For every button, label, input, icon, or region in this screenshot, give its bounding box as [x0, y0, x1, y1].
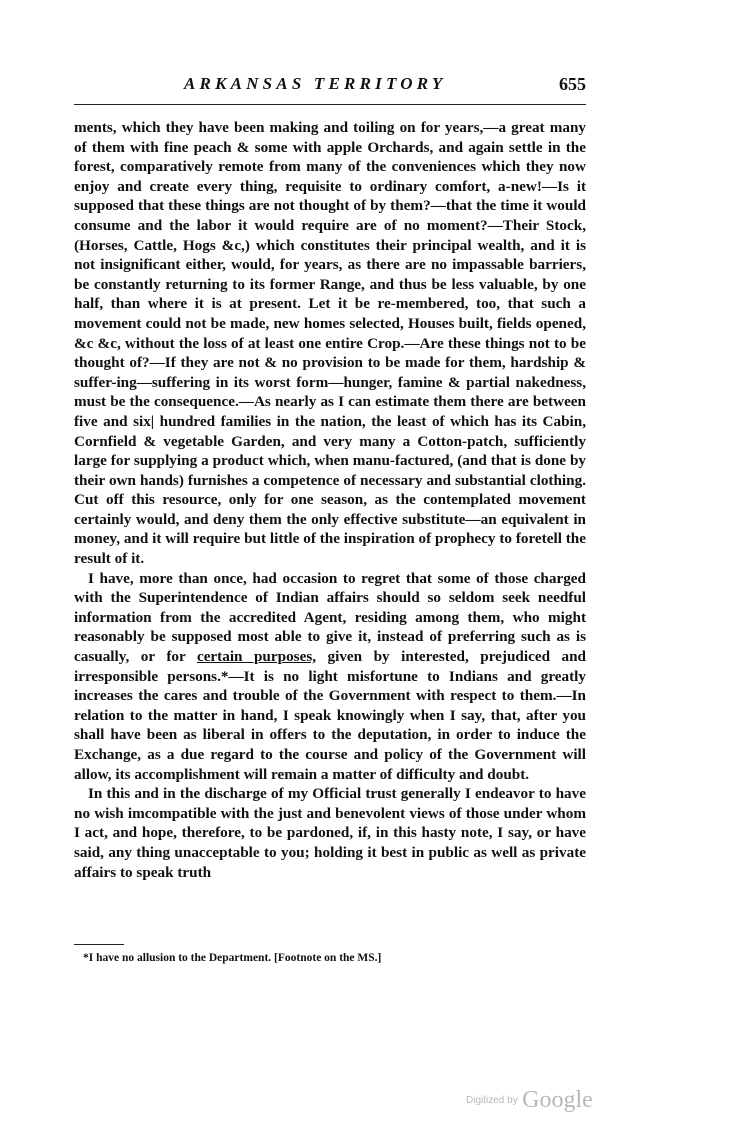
- watermark-brand: Google: [522, 1087, 593, 1113]
- paragraph-3: In this and in the discharge of my Official trust generally I endeavor to have no wish imcompatible with the just and benevolent views of those under whom I act, and hope, therefore, to be pardoned, if, in this hasty note, I say, or have said, any thing unacceptable to you; holding it best in public as well as private affairs to speak truth: [74, 785, 586, 881]
- header-rule: [74, 104, 586, 105]
- body-text: [74, 118, 586, 882]
- paragraph-2-part-a: I have, more than once, had occasion to regret that some of those charged with the Superintendence of Indian affairs should so seldom seek needful information from the accredited Agent, residing among them, who might reasonably be supposed most able to give it, instead of preferring such as is casually, or for: [74, 569, 586, 666]
- paragraph-2-part-b: given by interested, prejudiced and irresponsible persons.*—It is no light misfortune to Indians and greatly increases the cares and trouble of the Government with respect to them.—In relation to the matter in hand, I speak knowingly when I say, that, after you shall have been as liberal in offers to the deputation, in order to induce the Exchange, as a due regard to the course and policy of the Government will allow, its accomplishment will remain a matter of difficulty and doubt.: [74, 648, 587, 783]
- running-head: ARKANSAS TERRITORY: [184, 74, 447, 93]
- footnote-rule: [74, 944, 124, 945]
- page-number: 655: [559, 74, 586, 94]
- paragraph-1: ments, which they have been making and toiling on for years,—a great many of them with fine peach & some with apple Orchards, and again settle in the forest, comparatively remote from many of the conveniences which they now enjoy and create every thing, requisite to ordinary comfort, a-new!—Is it supposed that these things are not thought of by them?—that the time it would consume and the labor it would require are of no moment?—Their Stock, (Horses, Cattle, Hogs &c,) which constitutes their principal wealth, and it is not insignificant either, would, for years, as there are no impassable barriers, be constantly returning to its former Range, and thus be less valuable, by one half, than where it is at present. Let it be re-membered, too, that such a movement could not be made, new homes selected, Houses built, fields opened, &c &c, without the loss of at least one entire Crop.—Are these things not to be thought of?—If they are not & no provision to be made for them, hardship & suffer-ing—suffering in its worst form—hunger, famine & partial nakedness, must be the consequence.—As nearly as I can estimate them there are between five and six| hundred families in the nation, the least of which has its Cabin, Cornfield & vegetable Garden, and very many a Cotton-patch, sufficiently large for supplying a product which, when manu-factured, (and that is done by their own hands) furnishes a competence of necessary and substantial clothing. Cut off this resource, only for one season, as the contemplated movement certainly would, and deny them the only effective substitute—an equivalent in money, and it will require but little of the inspiration of prophecy to foretell the result of it.: [74, 119, 586, 568]
- paragraph-2: [74, 569, 586, 785]
- watermark-prefix: Digitized by: [466, 1095, 518, 1106]
- digitized-watermark: [466, 1087, 593, 1127]
- page-header: [74, 74, 586, 100]
- underlined-phrase: certain purposes,: [196, 648, 317, 666]
- footnote: *I have no allusion to the Department. [Footnote on the MS.]: [83, 952, 382, 964]
